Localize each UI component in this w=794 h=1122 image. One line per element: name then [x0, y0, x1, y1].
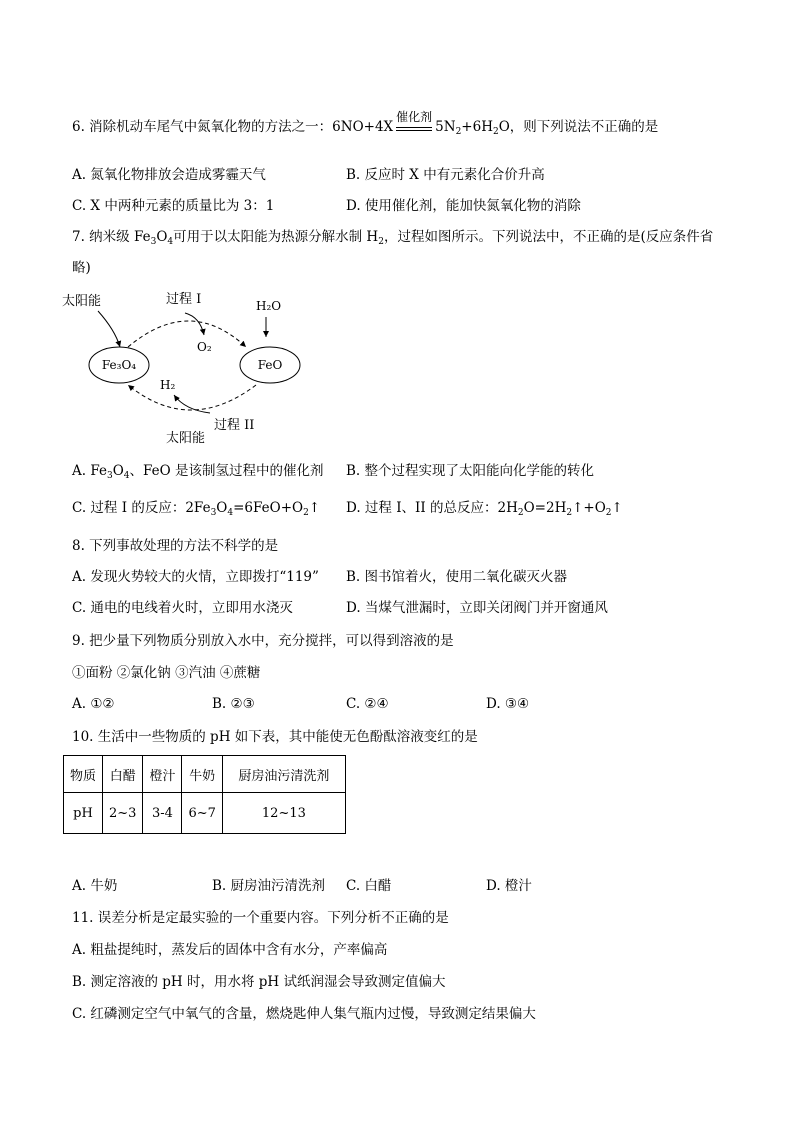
q6-stem-text: 6. 消除机动车尾气中氮氧化物的方法之一：6NO+4X: [72, 119, 394, 135]
table-cell: pH: [64, 793, 103, 834]
q6-option-b[interactable]: B. 反应时 X 中有元素化合价升高: [346, 167, 545, 183]
table-cell: 物质: [64, 756, 103, 793]
q7-a-s1: 3: [106, 471, 113, 481]
q7-stem: [72, 228, 713, 251]
q9-option-c[interactable]: C. ②④: [346, 696, 389, 712]
process2-arc: [128, 385, 256, 410]
q10-option-a[interactable]: A. 牛奶: [72, 878, 118, 894]
q11-stem: 11. 误差分析是定最实验的一个重要内容。下列分析不正确的是: [72, 910, 449, 926]
q10-option-b[interactable]: B. 厨房油污清洗剂: [212, 878, 326, 894]
q7-d-p2: O=2H: [523, 500, 567, 516]
q7-option-a[interactable]: [72, 462, 323, 485]
iron-oxide-cycle-diagram: [60, 285, 320, 445]
process2-label: 过程 II: [214, 418, 255, 433]
o2-label: O₂: [197, 340, 212, 354]
q6-option-a[interactable]: A. 氮氧化物排放会造成雾霾天气: [72, 167, 266, 183]
catalyst-label: 催化剂: [396, 109, 433, 124]
q7-d-s1: 2: [517, 508, 524, 518]
double-bar: [396, 127, 432, 131]
q7-d-p3: ↑+O: [572, 500, 606, 516]
q9-stem: 9. 把少量下列物质分别放入水中，充分搅拌，可以得到溶液的是: [72, 633, 454, 649]
q6-option-d[interactable]: D. 使用催化剂，能加快氮氧化物的消除: [346, 198, 581, 214]
fe3o4-label: Fe₃O₄: [101, 358, 137, 372]
q9-option-a[interactable]: A. ①②: [72, 696, 115, 712]
q11-option-b[interactable]: B. 测定溶液的 pH 时，用水将 pH 试纸润湿会导致测定值偏大: [72, 974, 446, 990]
q7-c-s1: 3: [210, 508, 217, 518]
q7-option-d[interactable]: [346, 499, 623, 522]
q7-d-s2: 2: [566, 508, 573, 518]
q7-stem-line2: 略): [72, 260, 91, 276]
q7-stem-s3: 2: [378, 237, 384, 247]
q6-product-b: +6H: [461, 119, 493, 135]
q8-stem: 8. 下列事故处理的方法不科学的是: [72, 538, 279, 554]
sun-top-arrow: [98, 311, 120, 347]
q6-product-a: 5N: [435, 119, 456, 135]
h2o-label: H₂O: [256, 299, 282, 313]
q6-option-c[interactable]: C. X 中两种元素的质量比为 3：1: [72, 198, 275, 214]
q7-a-p1: A. Fe: [72, 463, 107, 479]
q7-stem-p2: O: [156, 229, 168, 245]
q7-stem-p4: ，过程如图所示。下列说法中，不正确的是(反应条件省: [383, 229, 714, 245]
table-cell: 2~3: [103, 793, 143, 834]
o2-arrow: [185, 313, 204, 335]
q7-a-s2: 4: [123, 471, 130, 481]
catalyst-equals-sign: [396, 109, 433, 131]
q10-option-c[interactable]: C. 白醋: [346, 878, 392, 894]
sun-top-label: 太阳能: [62, 294, 102, 309]
q10-option-d[interactable]: D. 橙汁: [486, 878, 532, 894]
q7-c-s2: 4: [227, 508, 234, 518]
ph-table: [63, 755, 346, 834]
q10-stem: 10. 生活中一些物质的 pH 如下表，其中能使无色酚酞溶液变红的是: [72, 729, 478, 745]
q8-option-c[interactable]: C. 通电的电线着火时，立即用水浇灭: [72, 600, 293, 616]
q7-c-p3: =6FeO+O: [233, 500, 304, 516]
q11-option-a[interactable]: A. 粗盐提纯时，蒸发后的固体中含有水分，产率偏高: [72, 942, 388, 958]
q7-c-p1: C. 过程 I 的反应：2Fe: [72, 500, 211, 516]
q8-option-b[interactable]: B. 图书馆着火，使用二氧化碳灭火器: [346, 569, 568, 585]
q8-option-a[interactable]: A. 发现火势较大的火情，立即拨打“119”: [72, 569, 319, 585]
q7-stem-p3: 可用于以太阳能为热源分解水制 H: [173, 229, 379, 245]
q7-option-c[interactable]: [72, 499, 320, 522]
q7-stem-p1: 7. 纳米级 Fe: [72, 229, 151, 245]
sun-bottom-label: 太阳能: [166, 431, 206, 445]
table-cell: 6~7: [182, 793, 222, 834]
q7-d-p4: ↑: [611, 500, 623, 516]
table-header-row: [64, 756, 346, 793]
q7-a-p2: O: [112, 463, 124, 479]
q6-stem: [72, 109, 659, 141]
q6-sub-a: 2: [455, 127, 462, 137]
table-cell: 3-4: [143, 793, 182, 834]
table-cell: 橙汁: [143, 756, 182, 793]
h2-label: H₂: [160, 378, 176, 392]
table-cell: 牛奶: [182, 756, 222, 793]
q9-option-b[interactable]: B. ②③: [212, 696, 255, 712]
table-cell: 厨房油污清洗剂: [222, 756, 345, 793]
q7-stem-s2: 4: [167, 237, 174, 247]
q7-c-s3: 2: [303, 508, 309, 518]
table-row: [64, 793, 346, 834]
h2-arrow: [174, 395, 210, 413]
q9-option-d[interactable]: D. ③④: [486, 696, 530, 712]
process1-arc: [128, 321, 246, 347]
q9-items: ①面粉 ②氯化钠 ③汽油 ④蔗糖: [72, 665, 261, 681]
q7-option-b[interactable]: B. 整个过程实现了太阳能向化学能的转化: [346, 463, 595, 479]
q11-option-c[interactable]: C. 红磷测定空气中氧气的含量，燃烧匙伸人集气瓶内过慢，导致测定结果偏大: [72, 1006, 536, 1022]
q8-option-d[interactable]: D. 当煤气泄漏时，立即关闭阀门并开窗通风: [346, 600, 608, 616]
q7-stem-s1: 3: [150, 237, 157, 247]
table-cell: 白醋: [103, 756, 143, 793]
q6-product-c: O，则下列说法不正确的是: [498, 119, 659, 135]
process1-label: 过程 I: [166, 292, 202, 307]
q7-a-p3: 、FeO 是该制氢过程中的催化剂: [129, 463, 324, 479]
q7-d-s3: 2: [605, 508, 612, 518]
q7-c-p2: O: [216, 500, 228, 516]
q6-sub-b: 2: [492, 127, 499, 137]
q7-d-p1: D. 过程 I、II 的总反应：2H: [346, 500, 518, 516]
table-cell: 12~13: [222, 793, 345, 834]
q7-c-p4: ↑: [308, 500, 321, 516]
feo-label: FeO: [257, 358, 283, 372]
